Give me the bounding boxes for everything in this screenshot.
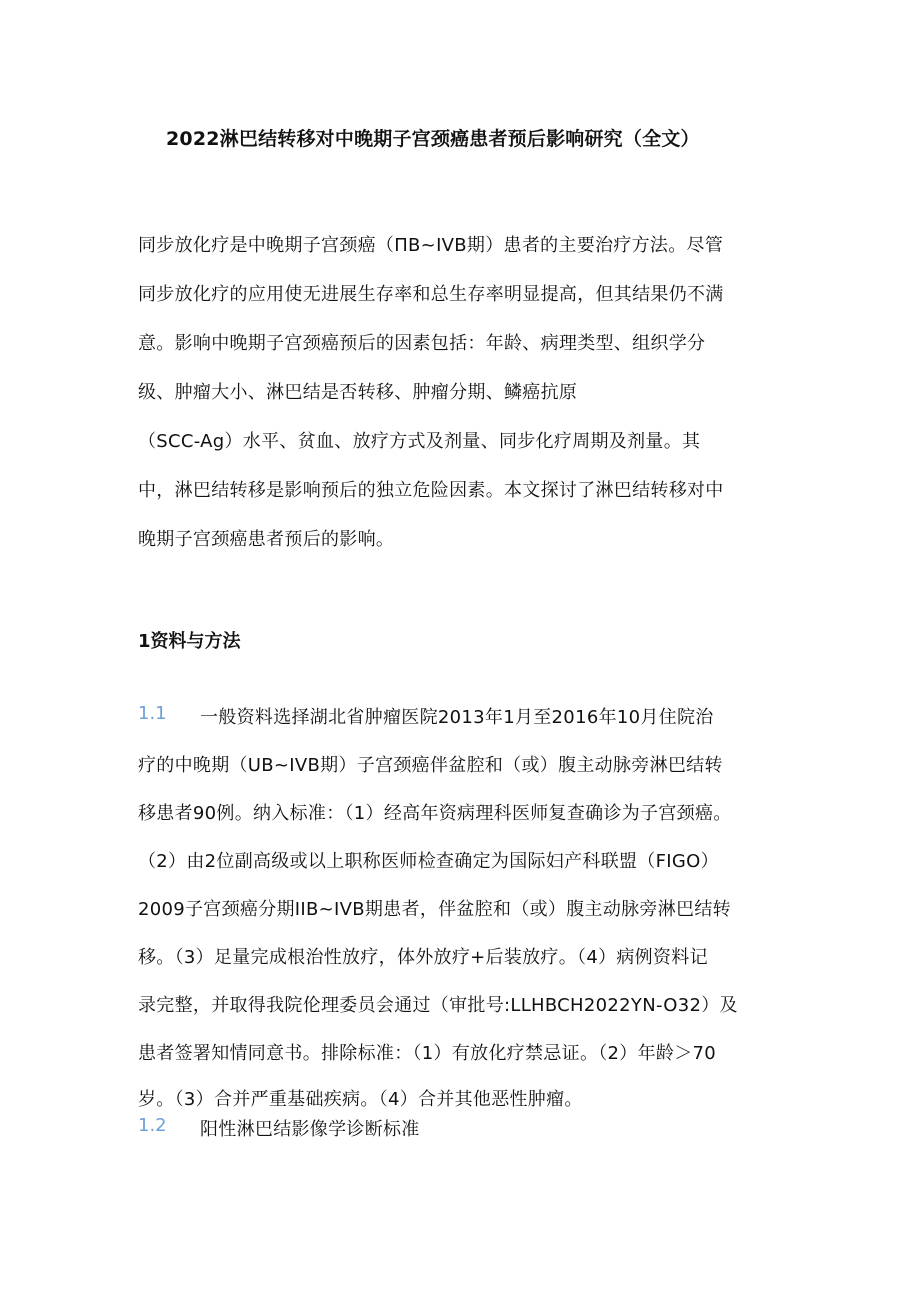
section-heading: 1资料与方法 [138, 631, 241, 652]
subsection-line: 移患者90例。纳入标准：（1）经高年资病理科医师复查确诊为子宫颈癌。 [138, 803, 732, 824]
intro-line: 晚期子宫颈癌患者预后的影响。 [138, 529, 395, 550]
subsection-line: 患者签署知情同意书。排除标准：（1）有放化疗禁忌证。（2）年龄＞70 [138, 1043, 717, 1064]
intro-line: （SCC-Ag）水平、贫血、放疗方式及剂量、同步化疗周期及剂量。其 [138, 431, 701, 452]
intro-line: 同步放化疗的应用使无进展生存率和总生存率明显提高，但其结果仍不满 [138, 284, 724, 305]
subsection-line: （2）由2位副高级或以上职称医师检查确定为国际妇产科联盟（FIGO） [138, 851, 719, 872]
subsection-line: 移。（3）足量完成根治性放疗，体外放疗+后装放疗。（4）病例资料记 [138, 947, 708, 968]
subsection-line: 录完整，并取得我院伦理委员会通过（审批号:LLHBCH2022YN-O32）及 [138, 995, 738, 1016]
intro-line: 意。影响中晚期子宫颈癌预后的因素包括：年龄、病理类型、组织学分 [138, 333, 706, 354]
document-title: 2022淋巴结转移对中晚期子宫颈癌患者预后影响研究（全文） [166, 128, 700, 150]
subsection-number: 1.2 [138, 1115, 167, 1136]
subsection-line: 2009子宫颈癌分期IIB~IVB期患者，伴盆腔和（或）腹主动脉旁淋巴结转 [138, 899, 731, 920]
subsection-line: 一般资料选择湖北省肿瘤医院2013年1月至2016年10月住院治 [200, 707, 714, 728]
intro-line: 同步放化疗是中晚期子宫颈癌（ΠB~IVB期）患者的主要治疗方法。尽管 [138, 235, 724, 256]
intro-line: 级、肿瘤大小、淋巴结是否转移、肿瘤分期、鳞癌抗原 [138, 382, 578, 403]
subsection-line: 岁。（3）合并严重基础疾病。（4）合并其他恶性肿瘤。 [138, 1089, 583, 1110]
subsection-title: 阳性淋巴结影像学诊断标准 [200, 1119, 420, 1140]
subsection-line: 疗的中晚期（UB~IVB期）子宫颈癌伴盆腔和（或）腹主动脉旁淋巴结转 [138, 755, 723, 776]
subsection-number: 1.1 [138, 703, 167, 724]
intro-line: 中，淋巴结转移是影响预后的独立危险因素。本文探讨了淋巴结转移对中 [138, 480, 724, 501]
